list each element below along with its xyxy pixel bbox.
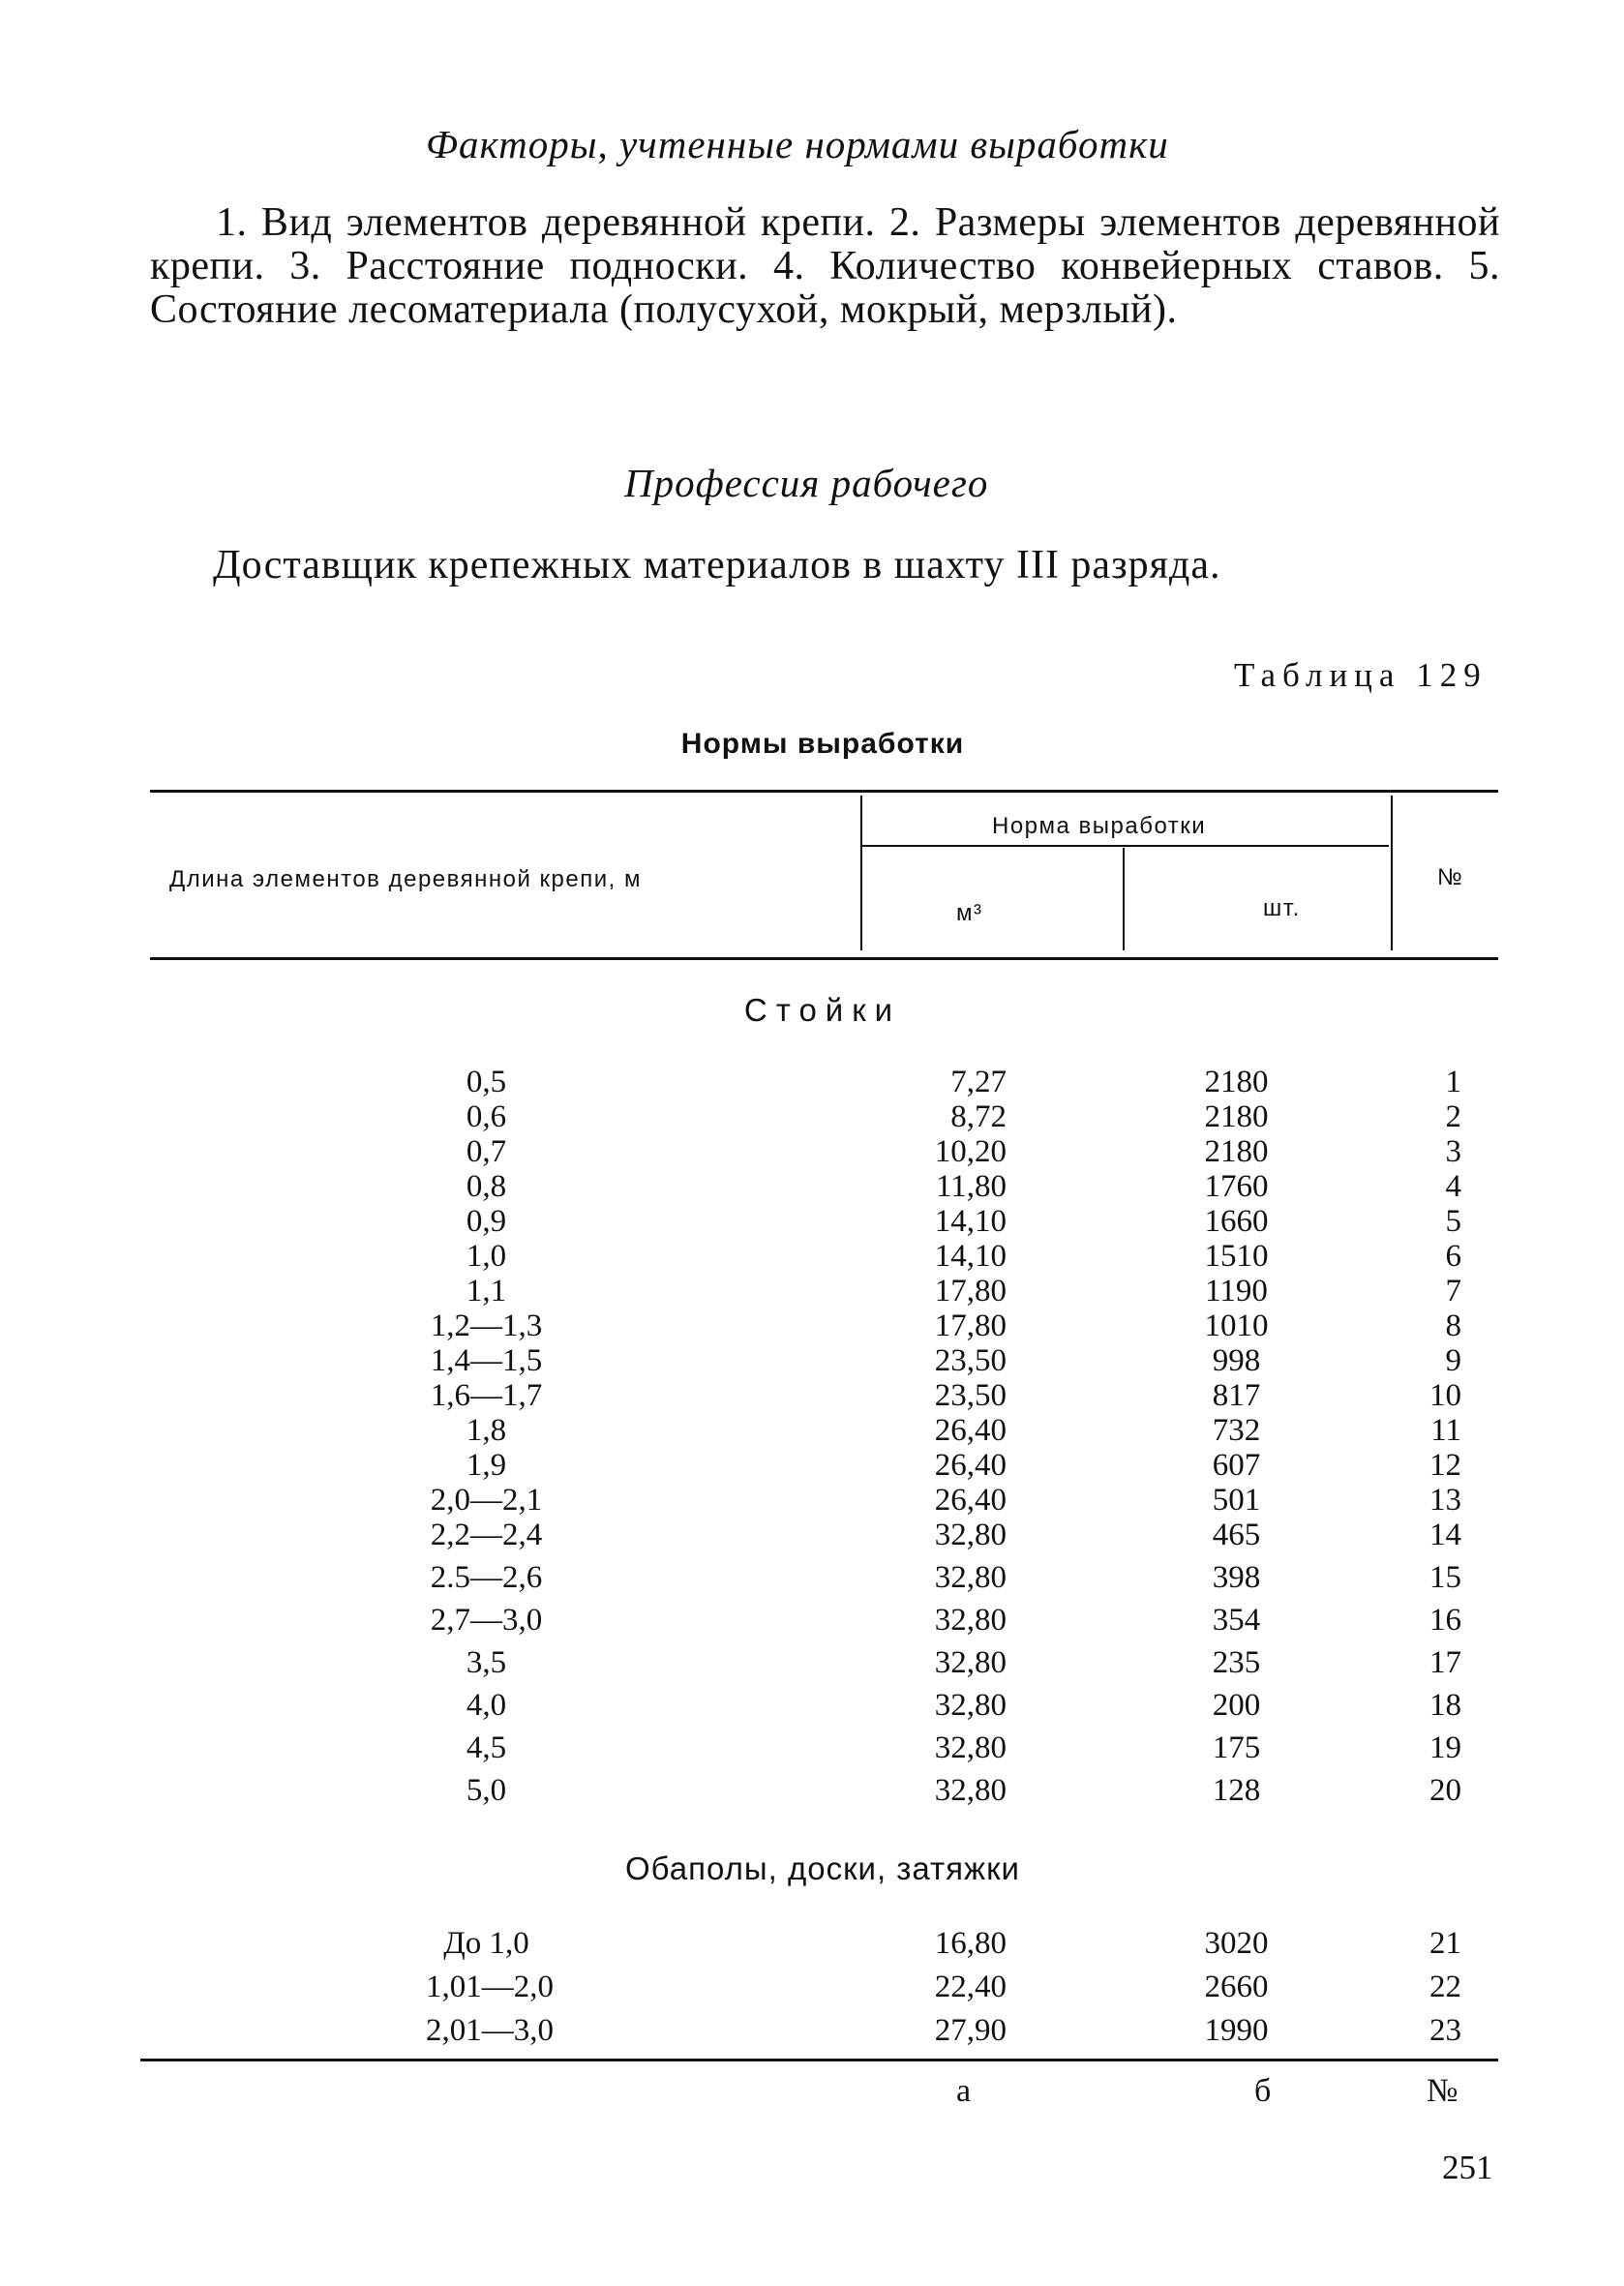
- cell-pcs: 2180: [1204, 1065, 1269, 1099]
- cell-m3: 17,80: [934, 1274, 1007, 1308]
- cell-no: 21: [1429, 1926, 1461, 1961]
- cell-m3: 32,80: [934, 1730, 1007, 1765]
- cell-no: 22: [1429, 1970, 1461, 2004]
- cell-pcs: 501: [1212, 1483, 1261, 1518]
- footer-col-a: а: [956, 2073, 972, 2109]
- table-top-rule: [150, 790, 1498, 793]
- section-heading-obapoly: Обаполы, доски, затяжки: [625, 1850, 1020, 1886]
- table-bottom-rule: [140, 2059, 1498, 2061]
- cell-length: 1,4—1,5: [430, 1343, 543, 1378]
- cell-pcs: 998: [1212, 1343, 1261, 1378]
- section-heading-stoiki: Стойки: [743, 992, 902, 1028]
- header-m3: м³: [956, 900, 983, 926]
- cell-no: 2: [1445, 1099, 1461, 1134]
- cell-m3: 27,90: [934, 2013, 1007, 2048]
- cell-length: 1,9: [466, 1448, 507, 1483]
- cell-no: 5: [1445, 1204, 1461, 1239]
- cell-no: 18: [1429, 1688, 1461, 1723]
- table-row: [0, 1204, 1624, 1243]
- cell-no: 4: [1445, 1169, 1461, 1204]
- table-row: [0, 1773, 1624, 1812]
- header-length: Длина элементов деревянной крепи, м: [169, 866, 642, 892]
- cell-m3: 32,80: [934, 1773, 1007, 1808]
- table-number-label: Таблица 129: [1234, 656, 1488, 694]
- table-row: [0, 2013, 1624, 2052]
- cell-pcs: 354: [1212, 1603, 1261, 1638]
- table-row: [0, 1970, 1624, 2008]
- cell-m3: 8,72: [950, 1099, 1007, 1134]
- cell-length: 1,1: [466, 1274, 507, 1308]
- cell-length: 2,7—3,0: [430, 1603, 543, 1638]
- header-pcs: шт.: [1263, 895, 1301, 921]
- cell-length: 0,5: [466, 1065, 507, 1099]
- cell-length: 4,0: [466, 1688, 507, 1723]
- table-row: [0, 1274, 1624, 1312]
- table-title: Нормы выработки: [680, 728, 965, 760]
- table-row: [0, 1169, 1624, 1208]
- table-row: [0, 1308, 1624, 1347]
- table-row: [0, 1603, 1624, 1641]
- table-row: [0, 1645, 1624, 1684]
- table-row: [0, 1099, 1624, 1138]
- cell-pcs: 1190: [1205, 1274, 1268, 1308]
- cell-m3: 10,20: [934, 1134, 1007, 1169]
- profession-heading: Профессия рабочего: [624, 461, 989, 505]
- cell-m3: 17,80: [934, 1308, 1007, 1343]
- table-row: [0, 1926, 1624, 1965]
- cell-no: 13: [1429, 1483, 1461, 1518]
- cell-no: 11: [1430, 1413, 1461, 1448]
- cell-pcs: 607: [1212, 1448, 1261, 1483]
- cell-length: 2.5—2,6: [430, 1560, 543, 1595]
- cell-pcs: 175: [1212, 1730, 1261, 1765]
- table-row: [0, 1730, 1624, 1769]
- cell-length: 0,7: [466, 1134, 507, 1169]
- cell-m3: 32,80: [934, 1603, 1007, 1638]
- table-row: [0, 1448, 1624, 1487]
- cell-pcs: 2180: [1204, 1134, 1269, 1169]
- table-row: [0, 1343, 1624, 1382]
- cell-m3: 32,80: [934, 1645, 1007, 1680]
- footer-col-no: №: [1427, 2073, 1459, 2109]
- cell-length: 4,5: [466, 1730, 507, 1765]
- cell-no: 23: [1429, 2013, 1461, 2048]
- table-row: [0, 1413, 1624, 1452]
- worker-profession: Доставщик крепежных материалов в шахту III разряда.: [213, 543, 1221, 587]
- cell-length: 2,01—3,0: [426, 2013, 554, 2048]
- cell-no: 1: [1445, 1065, 1461, 1099]
- table-row: [0, 1065, 1624, 1103]
- cell-no: 16: [1429, 1603, 1461, 1638]
- cell-no: 7: [1445, 1274, 1461, 1308]
- cell-no: 3: [1445, 1134, 1461, 1169]
- cell-length: 1,8: [466, 1413, 507, 1448]
- header-divider-right: [1391, 796, 1393, 950]
- cell-no: 10: [1429, 1378, 1461, 1413]
- cell-length: 1,6—1,7: [430, 1378, 543, 1413]
- cell-m3: 32,80: [934, 1518, 1007, 1552]
- cell-no: 20: [1429, 1773, 1461, 1808]
- cell-m3: 14,10: [934, 1204, 1007, 1239]
- cell-length: 1,0: [466, 1239, 507, 1274]
- footer-col-b: б: [1254, 2073, 1272, 2109]
- table-row: [0, 1483, 1624, 1521]
- table-row: [0, 1518, 1624, 1556]
- cell-no: 19: [1429, 1730, 1461, 1765]
- cell-m3: 26,40: [934, 1448, 1007, 1483]
- header-divider-units: [1123, 848, 1125, 950]
- cell-length: 1,2—1,3: [430, 1308, 543, 1343]
- cell-no: 14: [1429, 1518, 1461, 1552]
- cell-m3: 14,10: [934, 1239, 1007, 1274]
- cell-pcs: 128: [1212, 1773, 1261, 1808]
- cell-m3: 26,40: [934, 1413, 1007, 1448]
- cell-pcs: 1010: [1204, 1308, 1269, 1343]
- table-row: [0, 1560, 1624, 1599]
- cell-m3: 32,80: [934, 1560, 1007, 1595]
- cell-pcs: 732: [1212, 1413, 1261, 1448]
- cell-pcs: 1660: [1204, 1204, 1269, 1239]
- cell-length: 3,5: [466, 1645, 507, 1680]
- cell-m3: 23,50: [934, 1378, 1007, 1413]
- cell-pcs: 1510: [1204, 1239, 1269, 1274]
- cell-no: 15: [1429, 1560, 1461, 1595]
- cell-m3: 23,50: [934, 1343, 1007, 1378]
- factors-text: 1. Вид элементов деревянной крепи. 2. Размеры элементов деревянной крепи. 3. Расстояние подноски. 4. Количество конвейерных ставов. 5. Состояние лесоматериала (полусухой, мокрый, мерзлый).: [150, 200, 1500, 332]
- cell-pcs: 1760: [1204, 1169, 1269, 1204]
- cell-length: 0,6: [466, 1099, 507, 1134]
- cell-pcs: 2180: [1204, 1099, 1269, 1134]
- cell-m3: 7,27: [950, 1065, 1007, 1099]
- cell-pcs: 465: [1212, 1518, 1261, 1552]
- cell-m3: 32,80: [934, 1688, 1007, 1723]
- cell-no: 9: [1445, 1343, 1461, 1378]
- header-bottom-rule: [150, 957, 1498, 960]
- cell-pcs: 3020: [1204, 1926, 1269, 1961]
- cell-pcs: 398: [1212, 1560, 1261, 1595]
- cell-length: До 1,0: [443, 1926, 529, 1961]
- cell-no: 8: [1445, 1308, 1461, 1343]
- cell-pcs: 235: [1212, 1645, 1261, 1680]
- table-row: [0, 1688, 1624, 1727]
- cell-no: 6: [1445, 1239, 1461, 1274]
- cell-no: 12: [1429, 1448, 1461, 1483]
- cell-pcs: 2660: [1204, 1970, 1269, 2004]
- cell-length: 2,2—2,4: [430, 1518, 543, 1552]
- cell-pcs: 817: [1212, 1378, 1261, 1413]
- cell-m3: 16,80: [934, 1926, 1007, 1961]
- norm-subheader-rule: [861, 845, 1389, 847]
- cell-length: 2,0—2,1: [430, 1483, 543, 1518]
- cell-no: 17: [1429, 1645, 1461, 1680]
- cell-m3: 22,40: [934, 1970, 1007, 2004]
- table-row: [0, 1134, 1624, 1173]
- table-row: [0, 1378, 1624, 1417]
- header-norm: Норма выработки: [992, 813, 1207, 839]
- header-no: №: [1437, 864, 1464, 890]
- factors-heading: Факторы, учтенные нормами выработки: [426, 122, 1169, 166]
- cell-length: 0,8: [466, 1169, 507, 1204]
- table-row: [0, 1239, 1624, 1278]
- cell-m3: 11,80: [935, 1169, 1007, 1204]
- cell-m3: 26,40: [934, 1483, 1007, 1518]
- cell-length: 1,01—2,0: [426, 1970, 554, 2004]
- header-divider-left: [860, 796, 862, 950]
- page-number: 251: [1442, 2149, 1493, 2186]
- cell-length: 0,9: [466, 1204, 507, 1239]
- cell-pcs: 200: [1212, 1688, 1261, 1723]
- cell-length: 5,0: [466, 1773, 507, 1808]
- cell-pcs: 1990: [1204, 2013, 1269, 2048]
